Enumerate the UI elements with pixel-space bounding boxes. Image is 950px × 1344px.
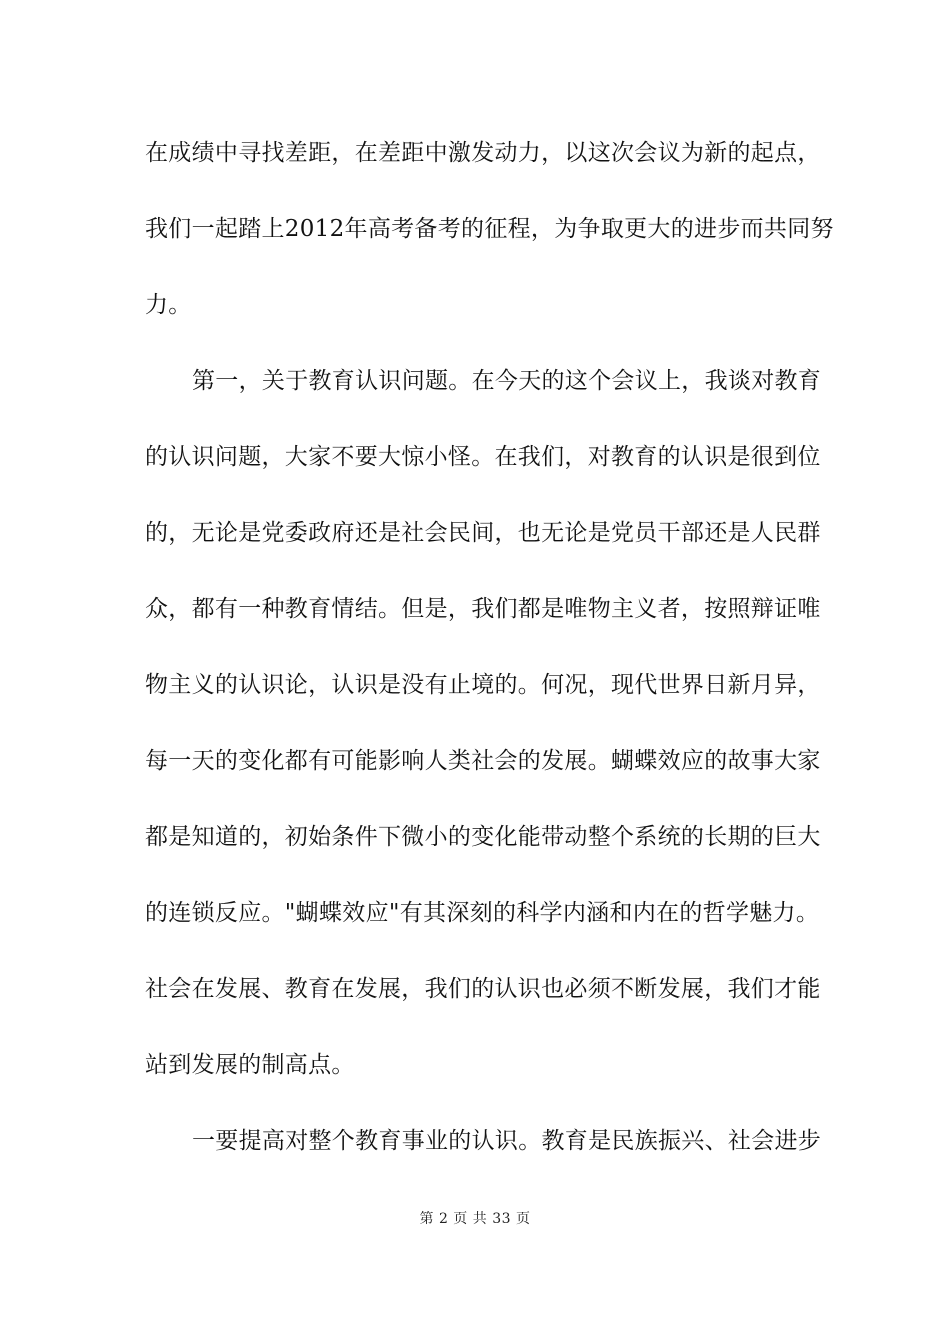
paragraph-line: 物主义的认识论，认识是没有止境的。何况，现代世界日新月异，: [145, 672, 821, 698]
paragraph-line: 众，都有一种教育情结。但是，我们都是唯物主义者，按照辩证唯: [145, 596, 821, 622]
paragraph-line: 的认识问题，大家不要大惊小怪。在我们，对教育的认识是很到位: [145, 444, 821, 470]
page-number-footer: 第 2 页 共 33 页: [419, 1211, 531, 1227]
paragraph-line: 都是知道的，初始条件下微小的变化能带动整个系统的长期的巨大: [145, 824, 821, 850]
paragraph-line: 的连锁反应。"蝴蝶效应"有其深刻的科学内涵和内在的哲学魅力。: [145, 900, 820, 926]
paragraph-line: 社会在发展、教育在发展，我们的认识也必须不断发展，我们才能: [145, 976, 821, 1002]
paragraph-line: 一要提高对整个教育事业的认识。教育是民族振兴、社会进步: [192, 1128, 822, 1154]
paragraph-line: 我们一起踏上2012年高考备考的征程，为争取更大的进步而共同努: [145, 216, 834, 242]
paragraph-line: 的，无论是党委政府还是社会民间，也无论是党员干部还是人民群: [145, 520, 821, 546]
paragraph-line: 站到发展的制高点。: [145, 1052, 355, 1078]
paragraph-line: 第一，关于教育认识问题。在今天的这个会议上，我谈对教育: [192, 368, 822, 394]
paragraph-line: 每一天的变化都有可能影响人类社会的发展。蝴蝶效应的故事大家: [145, 748, 821, 774]
paragraph-line: 在成绩中寻找差距，在差距中激发动力，以这次会议为新的起点，: [145, 140, 821, 166]
paragraph-line: 力。: [145, 292, 192, 318]
